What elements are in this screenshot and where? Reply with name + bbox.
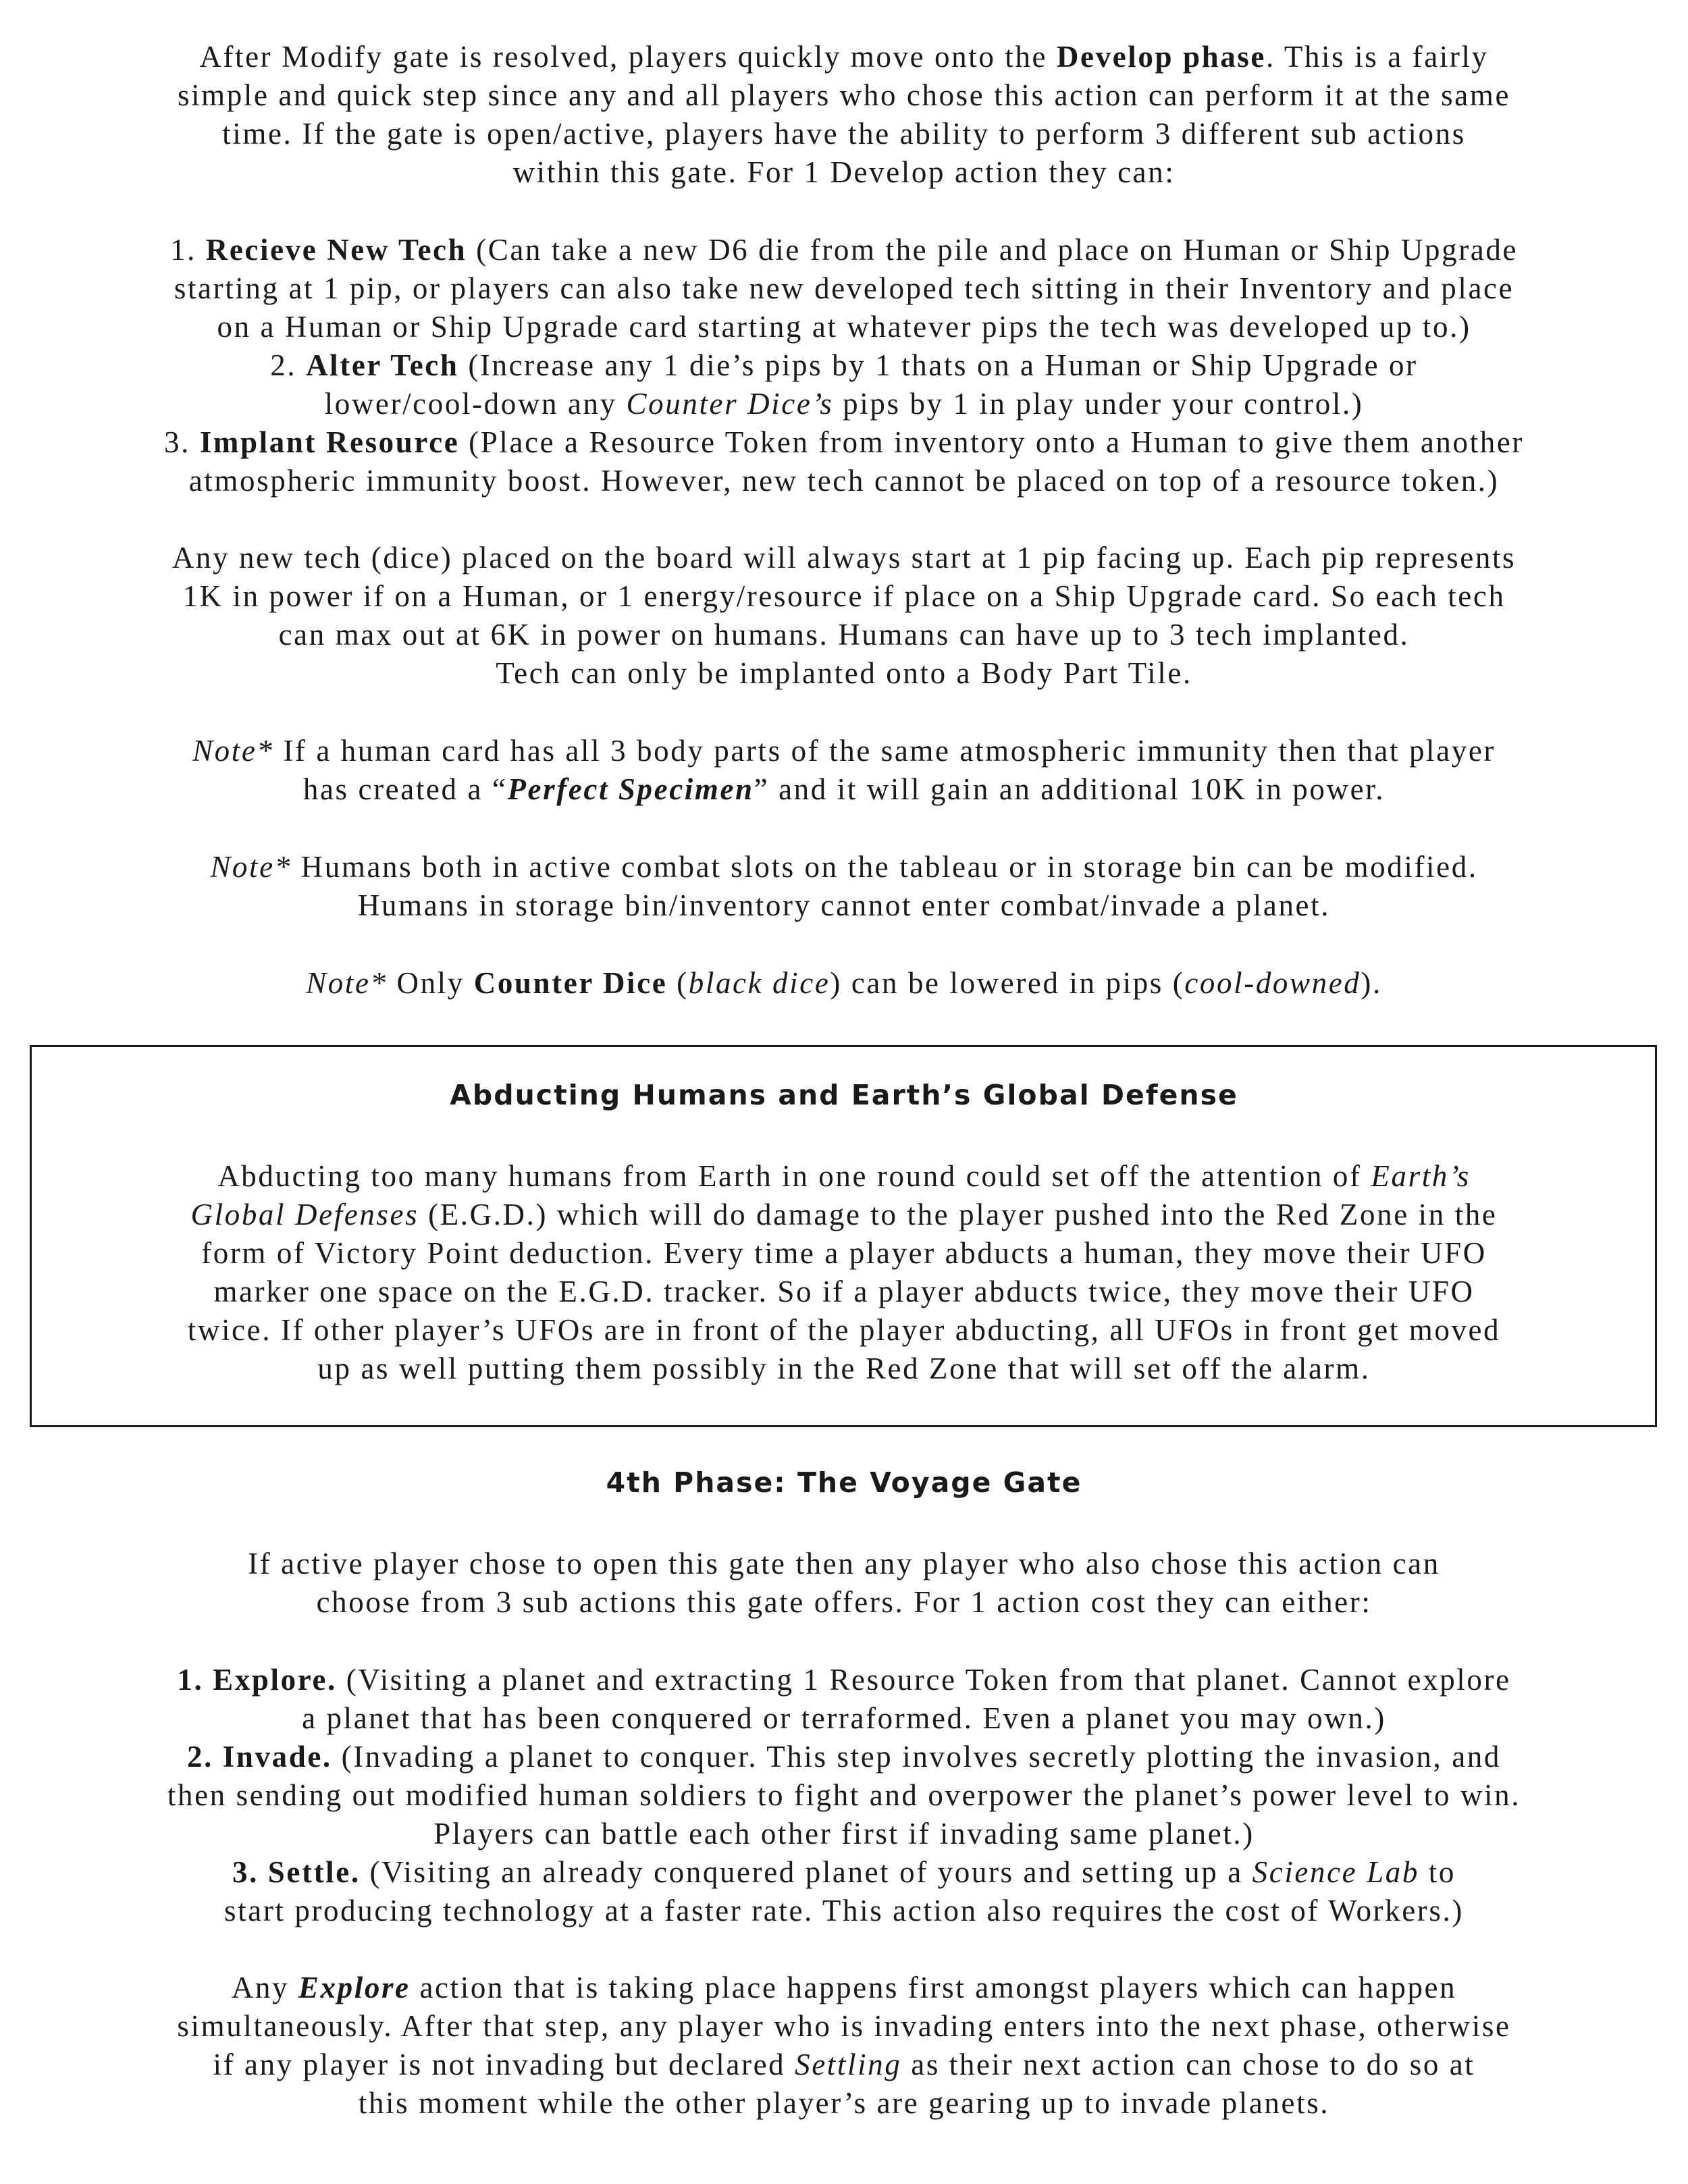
develop-intro-line-2: simple and quick step since any and all players who chose this action can perform it at the same bbox=[177, 78, 1511, 112]
recieve-new-tech-title: Recieve New Tech bbox=[205, 233, 467, 267]
egd-line-6: up as well putting them possibly in the Red Zone that will set off the alarm. bbox=[317, 1352, 1371, 1385]
egd-line-4: marker one space on the E.G.D. tracker. So if a player abducts twice, they move their UFO bbox=[213, 1275, 1475, 1308]
invade-title: 2. Invade. bbox=[186, 1740, 332, 1774]
explore-line-1: 1. Explore. (Visiting a planet and extracting 1 Resource Token from that planet. Cannot explore bbox=[177, 1663, 1511, 1697]
settle-title: 3. Settle. bbox=[232, 1855, 361, 1889]
develop-intro-line-3: time. If the gate is open/active, players have the ability to perform 3 different sub actions bbox=[222, 117, 1466, 151]
note-label: Note* bbox=[210, 850, 292, 884]
implant-resource-title: Implant Resource bbox=[199, 425, 460, 459]
develop-phase-term: Develop phase bbox=[1056, 40, 1266, 74]
settle-line-1: 3. Settle. (Visiting an already conquered planet of yours and setting up a Science Lab to bbox=[232, 1855, 1456, 1889]
global-defenses-term: Global Defenses bbox=[190, 1198, 419, 1231]
alter-tech-title: Alter Tech bbox=[306, 348, 459, 382]
explore-term: Explore bbox=[298, 1971, 411, 2004]
counter-dice-bold: Counter Dice bbox=[473, 966, 668, 1000]
sub-action-1-line-1: 1. Recieve New Tech (Can take a new D6 die from the pile and place on Human or Ship Upgrade bbox=[169, 233, 1519, 267]
dice-rules-line-4: Tech can only be implanted onto a Body Part Tile. bbox=[496, 656, 1192, 690]
voyage-sub-actions bbox=[27, 1661, 1661, 1930]
counter-dice-term: Counter Dice’s bbox=[626, 387, 834, 421]
note-1-line-1: Note* If a human card has all 3 body parts of the same atmospheric immunity then that player bbox=[192, 734, 1496, 768]
note-1-line-2: has created a “Perfect Specimen” and it will gain an additional 10K in power. bbox=[302, 772, 1386, 806]
closing-line-2: simultaneously. After that step, any player who is invading enters into the next phase, otherwise bbox=[177, 2009, 1511, 2043]
develop-sub-actions bbox=[27, 231, 1661, 500]
sub-action-2-line-1: 2. Alter Tech (Increase any 1 die’s pips by 1 thats on a Human or Ship Upgrade or bbox=[270, 348, 1418, 382]
egd-line-2: Global Defenses (E.G.D.) which will do damage to the player pushed into the Red Zone in the bbox=[190, 1198, 1498, 1231]
note-counter-dice bbox=[27, 964, 1661, 1003]
settle-line-2: start producing technology at a faster rate. This action also requires the cost of Workers.) bbox=[224, 1894, 1464, 1927]
sub-action-3-line-1: 3. Implant Resource (Place a Resource Token from inventory onto a Human to give them another bbox=[164, 425, 1524, 459]
note-3-line-1: Note* Only Counter Dice (black dice) can be lowered in pips (cool-downed). bbox=[306, 966, 1382, 1000]
explore-title: 1. Explore. bbox=[177, 1663, 337, 1697]
explore-line-2: a planet that has been conquered or terraformed. Even a planet you may own.) bbox=[302, 1701, 1386, 1735]
voyage-intro bbox=[27, 1545, 1661, 1622]
note-perfect-specimen bbox=[27, 732, 1661, 809]
note-2-line-1: Note* Humans both in active combat slots on the tableau or in storage bin can be modified. bbox=[210, 850, 1478, 884]
earths-term: Earth’s bbox=[1371, 1159, 1471, 1193]
sub-action-1-line-3: on a Human or Ship Upgrade card starting at whatever pips the tech was developed up to.) bbox=[217, 310, 1471, 344]
note-humans-modified bbox=[27, 848, 1661, 925]
egd-line-3: form of Victory Point deduction. Every time a player abducts a human, they move their UFO bbox=[201, 1236, 1487, 1270]
develop-intro-line-4: within this gate. For 1 Develop action they can: bbox=[512, 155, 1176, 189]
voyage-gate-title: 4th Phase: The Voyage Gate bbox=[606, 1466, 1082, 1499]
closing-line-4: this moment while the other player’s are gearing up to invade planets. bbox=[358, 2086, 1330, 2120]
dice-rules-line-1: Any new tech (dice) placed on the board will always start at 1 pip facing up. Each pip represents bbox=[172, 541, 1516, 575]
invade-line-3: Players can battle each other first if invading same planet.) bbox=[433, 1817, 1255, 1850]
science-lab-term: Science Lab bbox=[1252, 1855, 1419, 1889]
invade-line-2: then sending out modified human soldiers to fight and overpower the planet’s power level to win. bbox=[167, 1778, 1521, 1812]
voyage-intro-line-2: choose from 3 sub actions this gate offers. For 1 action cost they can either: bbox=[316, 1585, 1372, 1619]
egd-box-title: Abducting Humans and Earth’s Global Defense bbox=[450, 1079, 1238, 1111]
voyage-intro-line-1: If active player chose to open this gate then any player who also chose this action can bbox=[248, 1547, 1440, 1580]
develop-intro bbox=[27, 38, 1661, 192]
dice-rules bbox=[27, 539, 1661, 693]
dice-rules-line-2: 1K in power if on a Human, or 1 energy/resource if place on a Ship Upgrade card. So each tech bbox=[182, 579, 1506, 613]
sub-action-3-line-2: atmospheric immunity boost. However, new tech cannot be placed on top of a resource token.) bbox=[188, 464, 1500, 498]
dice-rules-line-3: can max out at 6K in power on humans. Humans can have up to 3 tech implanted. bbox=[278, 618, 1410, 651]
develop-intro-line-1: After Modify gate is resolved, players quickly move onto the Develop phase. This is a fairly bbox=[199, 40, 1489, 74]
note-label: Note* bbox=[306, 966, 388, 1000]
invade-line-1: 2. Invade. (Invading a planet to conquer. This step involves secretly plotting the invasion, and bbox=[186, 1740, 1501, 1774]
egd-line-5: twice. If other player’s UFOs are in front of the player abducting, all UFOs in front get moved bbox=[187, 1313, 1501, 1347]
perfect-specimen-term: Perfect Specimen bbox=[507, 772, 754, 806]
sub-action-2-line-2: lower/cool-down any Counter Dice’s pips by 1 in play under your control.) bbox=[324, 387, 1364, 421]
voyage-closing bbox=[27, 1969, 1661, 2123]
egd-line-1: Abducting too many humans from Earth in one round could set off the attention of Earth’s bbox=[217, 1159, 1471, 1193]
egd-box-text bbox=[27, 1157, 1661, 1388]
closing-line-1: Any Explore action that is taking place happens first amongst players which can happen bbox=[231, 1971, 1457, 2004]
closing-line-3: if any player is not invading but declared Settling as their next action can chose to do so at bbox=[213, 2048, 1475, 2081]
settling-term: Settling bbox=[795, 2048, 902, 2081]
note-label: Note* bbox=[192, 734, 274, 768]
sub-action-1-line-2: starting at 1 pip, or players can also take new developed tech sitting in their Inventory and place bbox=[174, 271, 1514, 305]
note-2-line-2: Humans in storage bin/inventory cannot enter combat/invade a planet. bbox=[357, 888, 1331, 922]
